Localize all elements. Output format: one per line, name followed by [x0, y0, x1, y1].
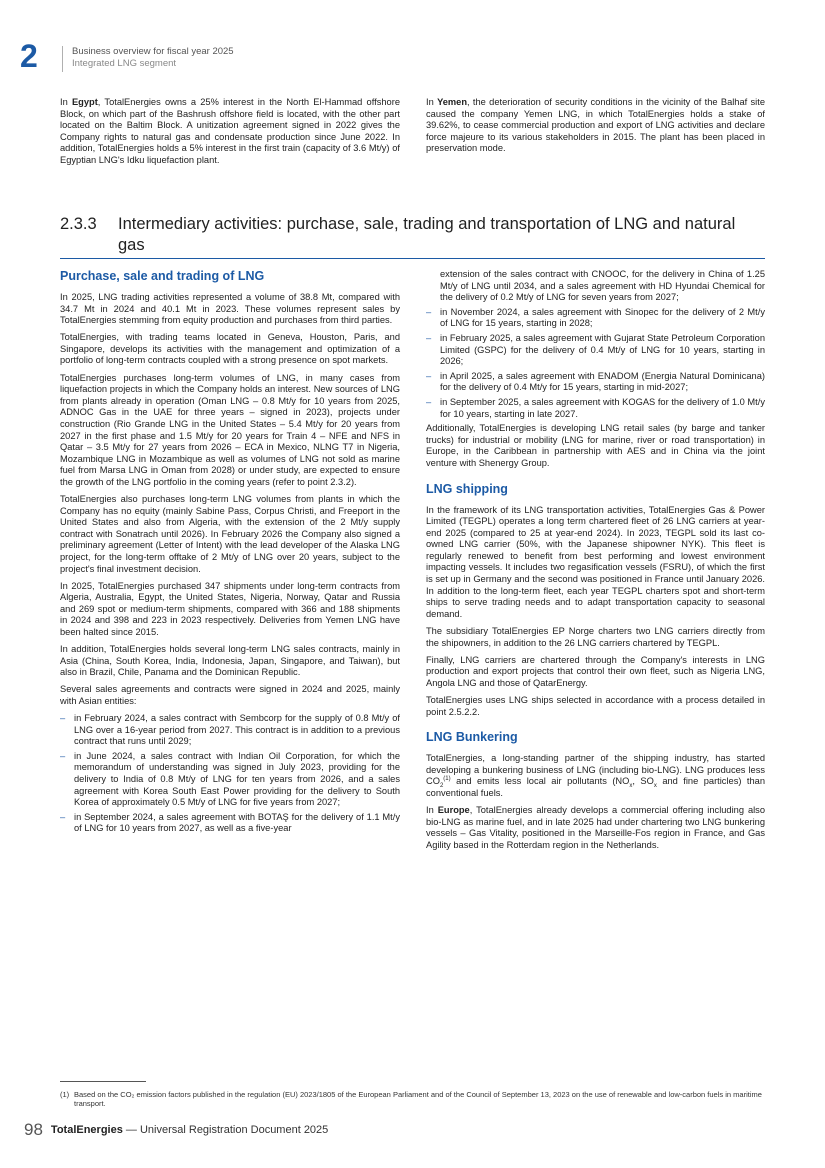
purchase-sale-heading: Purchase, sale and trading of LNG [60, 269, 265, 283]
paragraph: In Europe, TotalEnergies already develops a commercial offering including also bio-LNG as marine fuel, and in late 2025 had under chartering two LNG bunkering vessels – Gas Vitality, positioned in the Marseille-Fos region in France, and Gas Agility based in the Rotterdam region in the Netherlands. [426, 804, 765, 850]
section-heading-text: Intermediary activities: purchase, sale, trading and transportation of LNG and natural gas [118, 215, 736, 254]
yemen-label: Yemen [437, 97, 468, 107]
footer-document-title: — Universal Registration Document 2025 [122, 1124, 329, 1136]
footnote-divider [60, 1081, 146, 1082]
paragraph: In addition, TotalEnergies holds several long-term LNG sales contracts, mainly in Asia (China, South Korea, India, Indonesia, Japan, Singapore, and Taiwan), but also in Brazil, Chile, Panama and the Dominican Republic. [60, 644, 400, 678]
egypt-label: Egypt [71, 97, 98, 107]
paragraph: Several sales agreements and contracts were signed in 2024 and 2025, mainly with Asian entities: [60, 684, 400, 706]
paragraph: Finally, LNG carriers are chartered through the Company's interests in LNG production and export projects that control their own fleet, such as Nigeria LNG, Angola LNG and those of QatarEnergy. [426, 654, 765, 688]
paragraph: TotalEnergies uses LNG ships selected in accordance with a process detailed in point 2.5.2.2. [426, 694, 765, 717]
header-subtitle: Integrated LNG segment [72, 58, 177, 69]
list-item-continued: extension of the sales contract with CNOOC, for the delivery in China of 1.25 Mt/y of LNG until 2034, and a sales agreement with HD Hyundai Chemical for the delivery of 0.2 Mt/y of LNG for seven years from 2027; [440, 269, 765, 303]
paragraph: TotalEnergies, a long-standing partner of the shipping industry, has started developing a bunkering business of LNG (including bio-LNG). LNG produces less $CO_2^{(1)}$ and emits less local air pollutants ($NO_x$, $SO_x$ and fine particles) than conventional fuels. [426, 753, 765, 798]
yemen-paragraph: In Yemen, the deterioration of security conditions in the vicinity of the Balhaf site caused the company Yemen LNG, in which TotalEnergies holds a stake of 39.62%, to cease commercial production and export of LNG activities and declare force majeure to its various stakeholders in 2015. The plant has been placed in preservation mode. [426, 97, 765, 154]
page-footer [24, 1120, 328, 1140]
list-item: – in September 2025, a sales agreement with KOGAS for the delivery of 1.0 Mt/y for 10 years, starting in late 2027. [426, 397, 765, 420]
egypt-column [60, 97, 400, 172]
page-number: 98 [24, 1120, 43, 1139]
list-item: – in September 2024, a sales agreement with BOTAŞ for the delivery of 1.1 Mt/y of LNG for 10 years from 2027, as well as a five-year [60, 812, 400, 835]
paragraph: In the framework of its LNG transportation activities, TotalEnergies Gas & Power Limited (TEGPL) operates a long term chartered fleet of 26 LNG carriers at year-end 2025 (compared to 25 at year-end 2024). In 2023, TEGPL sold its last co-owned LNG carrier (50%, with the Japanese shipowner NYK). This fleet is regularly renewed to benefit from best performing and lowest environment impacting vessels. It includes two regasification vessels (FSRU), of which the first is set up in Germany and the second was positioned in France until January 2026. In addition to the long-term fleet, each year TEGPL charters spot and short-term ships to serve trading needs and to adapt transportation capacity to seasonal demand. [426, 504, 765, 619]
list-item: – in June 2024, a sales contract with Indian Oil Corporation, for which the memorandum of understanding was signed in July 2023, providing for the delivery to India of 0.8 Mt/y of LNG for ten years from 2026, and a sales agreement with Korea South East Power providing for the delivery to South Korea of approximately 0.5 Mt/y of LNG for five years from 2027; [60, 751, 400, 809]
paragraph: In 2025, LNG trading activities represented a volume of 38.8 Mt, compared with 34.7 Mt in 2024 and 40.1 Mt in 2023. These volumes represent sales by TotalEnergies stemming from equity production and purchases from third parties. [60, 292, 400, 326]
list-item: – in November 2024, a sales agreement with Sinopec for the delivery of 2 Mt/y of LNG for 15 years, starting in 2028; [426, 307, 765, 330]
list-item: – in February 2025, a sales agreement with Gujarat State Petroleum Corporation Limited (GSPC) for the delivery of 0.4 Mt/y of LNG for 10 years, starting in 2026; [426, 333, 765, 368]
list-item: – in April 2025, a sales agreement with ENADOM (Energia Natural Dominicana) for the delivery of 0.4 Mt/y for 15 years, starting in mid-2027; [426, 371, 765, 394]
header-divider [62, 46, 63, 72]
header-title: Business overview for fiscal year 2025 [72, 46, 234, 57]
paragraph: TotalEnergies, with trading teams located in Geneva, Houston, Paris, and Singapore, develops its activities with the management and optimization of a portfolio of long-term contracts coupled with a strong presence on spot markets. [60, 332, 400, 366]
paragraph: In 2025, TotalEnergies purchased 347 shipments under long-term contracts from Algeria, Australia, Egypt, the United States, Nigeria, Norway, Qatar and Russia and 269 spot or medium-term shipments, compared with 366 and 188 shipments in 2024 and 398 and 223 in 2023 respectively. Deliveries from Yemen LNG have been halted since 2015. [60, 580, 400, 638]
paragraph: Additionally, TotalEnergies is developing LNG retail sales (by barge and tanker trucks) for industrial or mobility (LNG for marine, river or road transportation) in Europe, in the Caribbean in partnership with AES and in China via the joint venture with Shenergy Group. [426, 423, 765, 468]
footnote-ref[interactable]: (1) [443, 776, 451, 783]
footnote-text: Based on the CO₂ emission factors published in the regulation (EU) 2023/1805 of the European Parliament and of the Council of September 13, 2023 on the use of renewable and low-carbon fuels in maritime transport. [74, 1090, 762, 1108]
right-column [426, 269, 765, 857]
paragraph: TotalEnergies purchases long-term volumes of LNG, in many cases from liquefaction projects in which the Company holds an interest. New sources of LNG from plants already in operation (Oman LNG – 0.8 Mt/y for 10 years from 2025, ADNOC Gas in the UAE for three years – signed in 2023), projects under construction (Rio Grande LNG in the United States – 5.4 Mt/y for 20 years from 2027 in the first phase and 1.5 Mt/y for 20 years for Train 4 – NFE and NFS in Qatar – 3.5 Mt/y for 27 years from 2026 – ECA in Mexico, NLNG T7 in Nigeria, Mozambique LNG in Mozambique as well as volumes of LNG not sold as marine fuel from Marsa LNG in Oman from 2028) or under study, are expected to ensure the growth of the LNG portfolio in the coming years (refer to point 2.3.2). [60, 372, 400, 487]
list-item: – in February 2024, a sales contract with Sembcorp for the supply of 0.8 Mt/y of LNG over a 16-year period from 2027. This contract is in addition to a previous contract that runs until 2029; [60, 713, 400, 748]
yemen-column [426, 97, 765, 160]
paragraph: The subsidiary TotalEnergies EP Norge charters two LNG carriers directly from the shipowners, in addition to the 26 LNG carriers chartered by TEGPL. [426, 625, 765, 648]
footer-brand: TotalEnergies [50, 1124, 123, 1136]
europe-label: Europe [437, 804, 470, 815]
paragraph: TotalEnergies also purchases long-term LNG volumes from plants in which the Company has no equity (mainly Sabine Pass, Corpus Christi, and Freeport in the United States and also from Algeria, with the extension of the 2 Mt/y supply contract with Sonatrach until 2026). In February 2026 the Company also signed a preliminary agreement (Letter of Intent) with the lead developer of the Alaska LNG project, for the long-term offtake of 2 Mt/y of LNG over 20 years, subject to the project's final investment decision. [60, 494, 400, 574]
lng-bunkering-heading: LNG Bunkering [426, 730, 518, 745]
left-column [60, 269, 400, 838]
footnote [60, 1090, 765, 1108]
section-title [60, 214, 765, 259]
section-number: 2.3.3 [60, 215, 97, 233]
chapter-number: 2 [20, 38, 38, 74]
egypt-paragraph: In Egypt, TotalEnergies owns a 25% interest in the North El-Hammad offshore Block, on which part of the Bashrush offshore field is located, with the other part located on the Baltim Block. A unitization agreement signed in 2022 gives the Company rights to natural gas and condensate production since June 2022. In addition, TotalEnergies holds a 5% interest in the first train (capacity of 3.6 Mt/y) of Egyptian LNG's Idku liquefaction plant. [60, 97, 400, 165]
footnote-number: (1) [60, 1090, 70, 1099]
lng-shipping-heading: LNG shipping [426, 481, 508, 496]
